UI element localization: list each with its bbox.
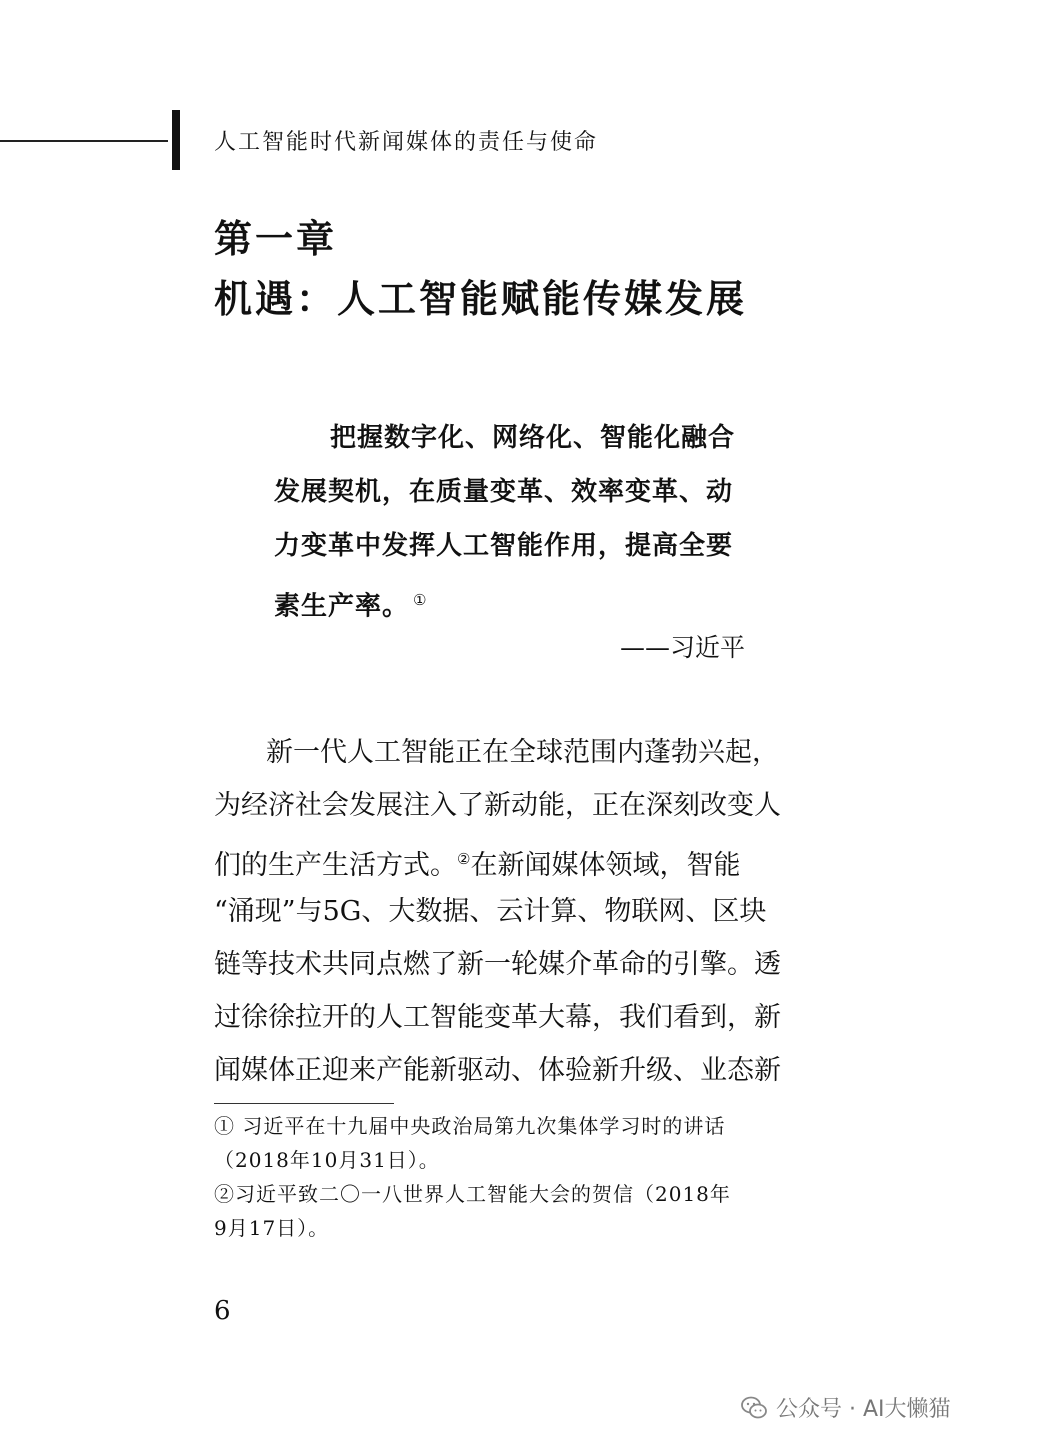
footnote-rule bbox=[214, 1103, 394, 1104]
footnotes bbox=[214, 1110, 834, 1246]
body-paragraph bbox=[214, 728, 834, 1099]
footnote-marker-1: ① bbox=[413, 591, 428, 609]
epigraph bbox=[274, 418, 774, 634]
footnote-marker-2: ② bbox=[457, 850, 471, 868]
body-line: 为经济社会发展注入了新动能，正在深刻改变人 bbox=[214, 790, 781, 821]
footnote-line: ②习近平致二〇一八世界人工智能大会的贺信（2018年 bbox=[214, 1182, 731, 1206]
body-line-text: 在新闻媒体领域，智能 bbox=[470, 850, 741, 881]
footnote-line: ① 习近平在十九届中央政治局第九次集体学习时的讲话 bbox=[214, 1114, 726, 1138]
chapter-number: 第一章 bbox=[214, 217, 338, 261]
page-number: 6 bbox=[214, 1296, 231, 1326]
wechat-icon bbox=[740, 1394, 768, 1422]
running-header-title: 人工智能时代新闻媒体的责任与使命 bbox=[214, 130, 599, 155]
body-line: “涌现”与5G、大数据、云计算、物联网、区块 bbox=[214, 896, 767, 927]
body-line: 过徐徐拉开的人工智能变革大幕，我们看到，新 bbox=[214, 1002, 781, 1033]
epigraph-attribution: ——习近平 bbox=[620, 633, 746, 662]
epigraph-line-text: 素生产率。 bbox=[274, 591, 410, 622]
epigraph-line: 力变革中发挥人工智能作用，提高全要 bbox=[274, 531, 734, 561]
epigraph-line: 把握数字化、网络化、智能化融合 bbox=[330, 423, 736, 453]
body-line: 闻媒体正迎来产能新驱动、体验新升级、业态新 bbox=[214, 1055, 781, 1086]
footnote-line: （2018年10月31日）。 bbox=[214, 1148, 440, 1172]
watermark-text: 公众号 · AI大懒猫 bbox=[776, 1397, 951, 1422]
watermark bbox=[740, 1392, 951, 1423]
body-line: 新一代人工智能正在全球范围内蓬勃兴起， bbox=[266, 737, 779, 768]
body-line: 链等技术共同点燃了新一轮媒介革命的引擎。透 bbox=[214, 949, 781, 980]
epigraph-line-last bbox=[274, 580, 774, 634]
header-bar bbox=[172, 110, 180, 170]
chapter-title: 机遇：人工智能赋能传媒发展 bbox=[214, 277, 748, 321]
header-rule bbox=[0, 140, 168, 142]
footnote-line: 9月17日）。 bbox=[214, 1216, 330, 1240]
epigraph-line: 发展契机，在质量变革、效率变革、动 bbox=[274, 477, 734, 507]
body-line bbox=[214, 834, 834, 887]
body-line-text: 们的生产生活方式。 bbox=[214, 850, 457, 881]
